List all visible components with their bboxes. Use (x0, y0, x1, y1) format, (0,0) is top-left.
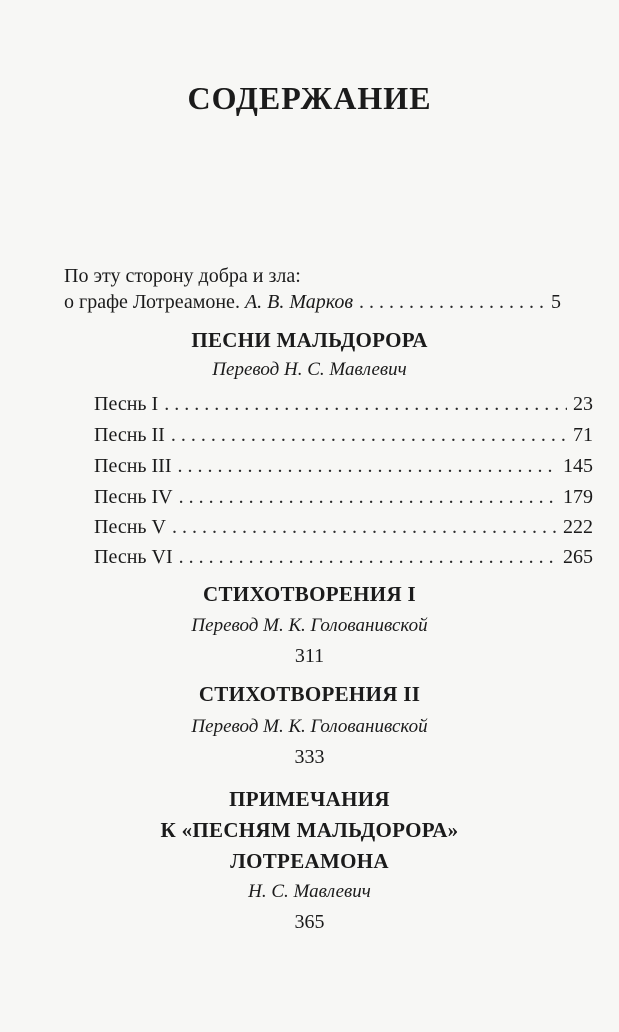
leader-dots (179, 486, 557, 509)
section-heading-notes-line1[interactable]: ПРИМЕЧАНИЯ (229, 787, 390, 811)
toc-entry-canto-1[interactable] (94, 393, 593, 416)
toc-entry-canto-2[interactable] (94, 424, 593, 447)
canto-label: Песнь VI (94, 546, 173, 568)
page-title: СОДЕРЖАНИЕ (187, 80, 432, 116)
translator-poems-2: Перевод М. К. Голованивской (191, 716, 428, 737)
poems-1-page-number: 311 (294, 645, 325, 667)
section-heading-notes-line3: ЛОТРЕАМОНА (230, 849, 389, 873)
preface-entry[interactable] (64, 291, 561, 314)
leader-dots (171, 424, 567, 447)
preface-title-line1: По эту сторону добра и зла: (64, 265, 301, 287)
notes-page-number: 365 (294, 911, 325, 933)
leader-dots (179, 546, 557, 569)
toc-entry-canto-3[interactable] (94, 455, 593, 478)
section-heading-poems-1[interactable]: СТИХОТВОРЕНИЯ I (203, 582, 416, 606)
notes-author: Н. С. Мавлевич (248, 881, 371, 902)
canto-label: Песнь II (94, 424, 165, 446)
toc-entry-canto-5[interactable] (94, 516, 593, 539)
preface-author: А. В. Марков (244, 291, 354, 313)
canto-label: Песнь V (94, 516, 166, 538)
section-heading-maldoror: ПЕСНИ МАЛЬДОРОРА (191, 328, 428, 352)
preface-title-line2: о графе Лотреамоне. (64, 291, 240, 313)
canto-page-number: 265 (563, 546, 593, 568)
translator-maldoror: Перевод Н. С. Мавлевич (212, 359, 407, 380)
canto-page-number: 222 (563, 516, 593, 538)
poems-2-page-number: 333 (294, 746, 325, 768)
preface-page-number: 5 (551, 291, 561, 313)
leader-dots (164, 393, 567, 416)
toc-entry-canto-4[interactable] (94, 486, 593, 509)
canto-label: Песнь III (94, 455, 172, 477)
translator-poems-1: Перевод М. К. Голованивской (191, 615, 428, 636)
canto-page-number: 23 (573, 393, 593, 415)
canto-page-number: 179 (563, 486, 593, 508)
section-heading-notes-line2: К «ПЕСНЯМ МАЛЬДОРОРА» (160, 818, 459, 842)
canto-page-number: 71 (573, 424, 593, 446)
leader-dots (178, 455, 558, 478)
leader-dots (359, 291, 545, 314)
canto-page-number: 145 (563, 455, 593, 477)
toc-entry-canto-6[interactable] (94, 546, 593, 569)
leader-dots (172, 516, 557, 539)
canto-label: Песнь IV (94, 486, 173, 508)
section-heading-poems-2[interactable]: СТИХОТВОРЕНИЯ II (198, 682, 421, 706)
canto-label: Песнь I (94, 393, 159, 415)
